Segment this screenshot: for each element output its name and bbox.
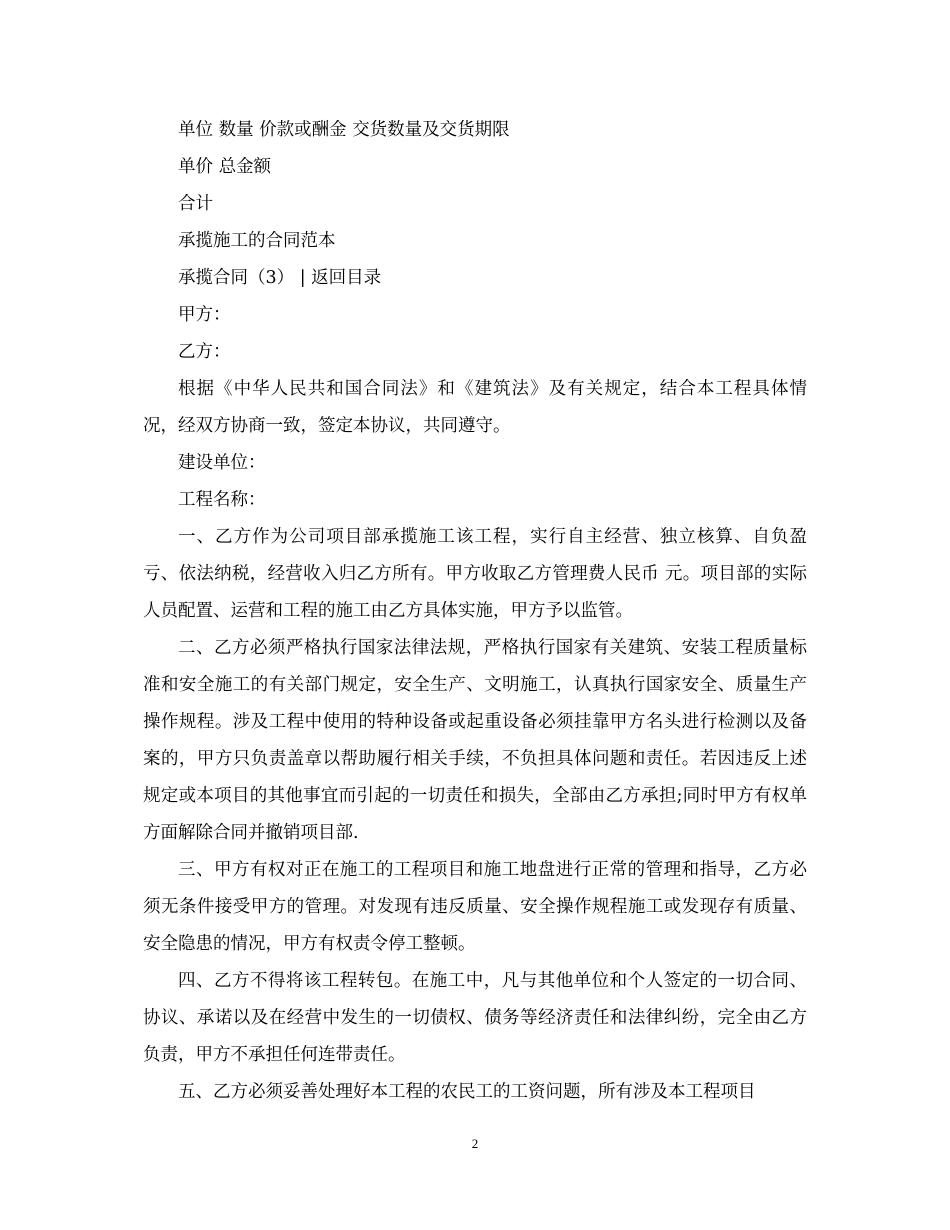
total-line: 合计 (178, 194, 213, 214)
clause-4-paragraph: 四、乙方不得将该工程转包。在施工中，凡与其他单位和个人签定的一切合同、协议、承诺以及在经营中发生的一切债权、债务等经济责任和法律纠纷，完全由乙方负责，甲方不承担任何连带责任。 (143, 971, 807, 1065)
page-number: 2 (471, 1136, 479, 1151)
party-b-line: 乙方： (178, 342, 231, 362)
construction-unit-line: 建设单位： (178, 453, 266, 473)
clause-1-paragraph: 一、乙方作为公司项目部承揽施工该工程，实行自主经营、独立核算、自负盈亏、依法纳税，经营收入归乙方所有。甲方收取乙方管理费人民币 元。项目部的实际人员配置、运营和工程的施工由乙方具体实施，甲方予以监管。 (143, 527, 807, 621)
table-header-line-1: 单位 数量 价款或酬金 交货数量及交货期限 (178, 120, 510, 140)
legal-basis-paragraph: 根据《中华人民共和国合同法》和《建筑法》及有关规定，结合本工程具体情况，经双方协商一致，签定本协议，共同遵守。 (143, 379, 807, 436)
contract-heading-with-back-link: 承揽合同（3） | 返回目录 (178, 268, 382, 288)
section-title: 承揽施工的合同范本 (178, 231, 336, 251)
clause-5-paragraph: 五、乙方必须妥善处理好本工程的农民工的工资问题，所有涉及本工程项目 (178, 1082, 756, 1102)
document-body (143, 112, 807, 1111)
project-name-line: 工程名称： (178, 490, 266, 510)
clause-3-paragraph: 三、甲方有权对正在施工的工程项目和施工地盘进行正常的管理和指导，乙方必须无条件接受甲方的管理。对发现有违反质量、安全操作规程施工或发现存有质量、安全隐患的情况，甲方有权责令停工整顿。 (143, 860, 807, 954)
clause-2-paragraph: 二、乙方必须严格执行国家法律法规，严格执行国家有关建筑、安装工程质量标准和安全施工的有关部门规定，安全生产、文明施工，认真执行国家安全、质量生产操作规程。涉及工程中使用的特种设备或起重设备必须挂靠甲方名头进行检测以及备案的，甲方只负责盖章以帮助履行相关手续，不负担具体问题和责任。若因违反上述规定或本项目的其他事宜而引起的一切责任和损失，全部由乙方承担;同时甲方有权单方面解除合同并撤销项目部. (143, 638, 807, 843)
table-header-line-2: 单价 总金额 (178, 157, 272, 177)
party-a-line: 甲方： (178, 305, 231, 325)
